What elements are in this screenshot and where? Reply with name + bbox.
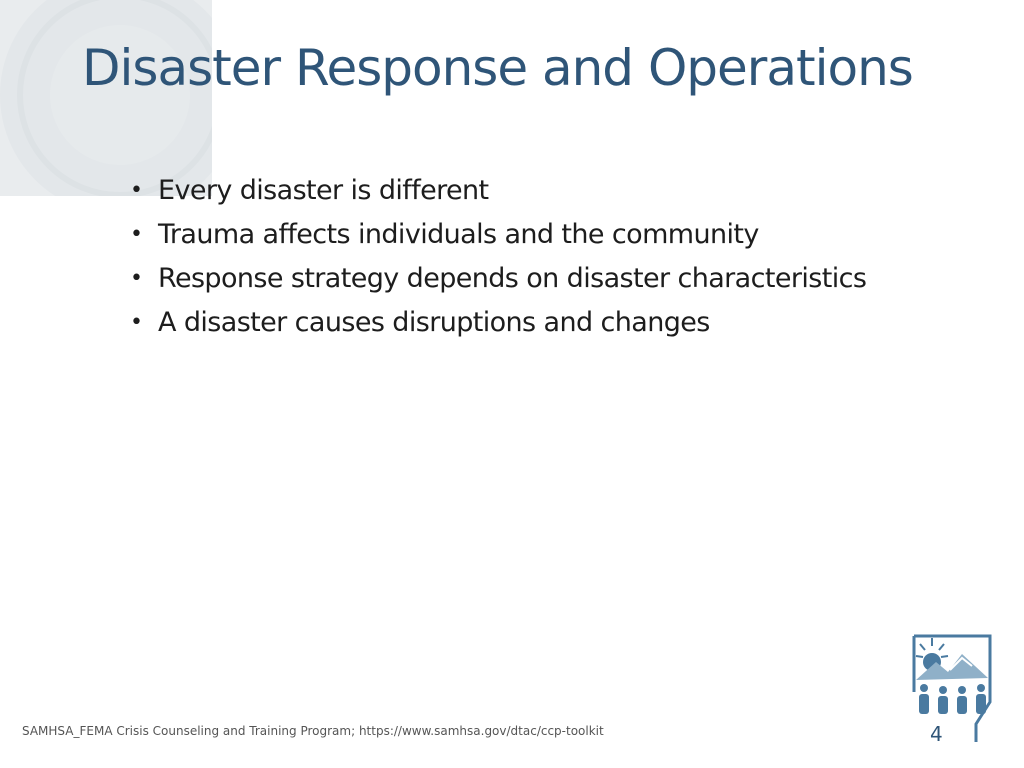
bullet-marker: • [130,266,143,291]
slide-number: 4 [930,722,943,746]
bullet-item [130,172,866,216]
bullet-text: A disaster causes disruptions and changes [158,307,710,338]
bullet-item [130,260,866,304]
bullet-text: Response strategy depends on disaster characteristics [158,263,867,294]
dhhs-logo-icon [910,632,996,744]
seal-watermark-icon [0,0,212,196]
bullet-list [130,172,866,348]
bullet-text: Every disaster is different [158,175,489,206]
slide-title: Disaster Response and Operations [82,39,913,97]
source-citation: SAMHSA_FEMA Crisis Counseling and Training Program; https://www.samhsa.gov/dtac/ccp-toolkit [22,724,604,738]
bullet-text: Trauma affects individuals and the community [158,219,759,250]
bullet-item [130,304,866,348]
bullet-item [130,216,866,260]
bullet-marker: • [130,178,143,203]
bullet-marker: • [130,222,143,247]
bullet-marker: • [130,310,143,335]
